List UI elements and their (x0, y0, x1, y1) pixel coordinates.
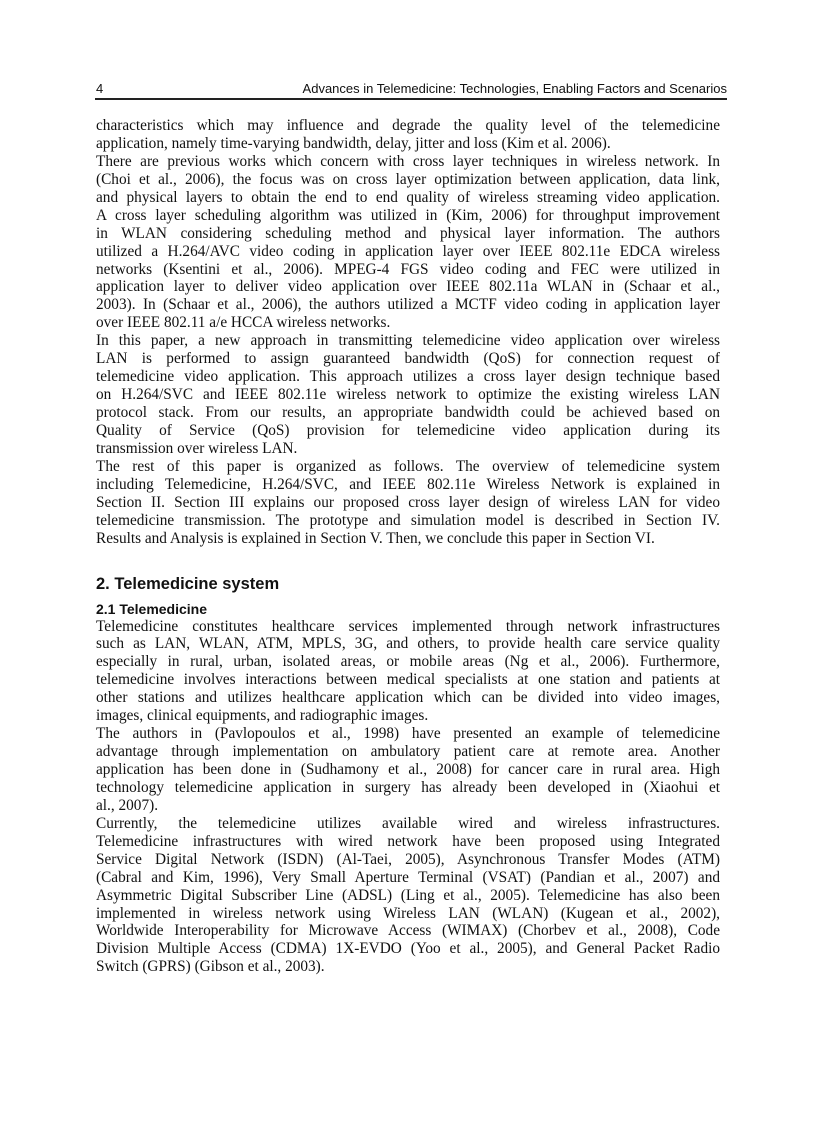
text-line: Division Multiple Access (CDMA) 1X-EVDO (Yoo et al., 2005), and General Packet Radio (96, 940, 720, 958)
paragraph (96, 815, 720, 976)
text-line: Section II. Section III explains our proposed cross layer design of wireless LAN for video (96, 493, 720, 511)
text-line: application layer to deliver video application over IEEE 802.11a WLAN in (Schaar et al., (96, 278, 720, 296)
page-body (96, 117, 720, 976)
paragraph (96, 117, 720, 153)
telemedicine-section (96, 618, 720, 977)
text-line: Telemedicine infrastructures with wired network have been proposed using Integrated (96, 832, 720, 850)
text-line: over IEEE 802.11 a/e HCCA wireless networks. (96, 314, 391, 332)
intro-section (96, 117, 720, 548)
text-line: Currently, the telemedicine utilizes available wired and wireless infrastructures. (96, 814, 720, 832)
text-line: (Cabral and Kim, 1996), Very Small Aperture Terminal (VSAT) (Pandian et al., 2007) and (96, 868, 720, 886)
paragraph (96, 153, 720, 332)
section-heading: 2. Telemedicine system (96, 574, 280, 593)
text-line: protocol stack. From our results, an appropriate bandwidth could be achieved based on (96, 404, 720, 421)
text-line: In this paper, a new approach in transmitting telemedicine video application over wireless (96, 332, 720, 350)
text-line: and physical layers to obtain the end to end quality of wireless streaming video application. (96, 188, 720, 206)
page-number: 4 (96, 81, 104, 96)
paragraph (96, 618, 720, 726)
text-line: transmission over wireless LAN. (96, 439, 298, 457)
text-line: The rest of this paper is organized as follows. The overview of telemedicine system (96, 457, 720, 475)
text-line: telemedicine transmission. The prototype and simulation model is described in Section IV. (96, 511, 720, 529)
text-line: 2003). In (Schaar et al., 2006), the authors utilized a MCTF video coding in application layer (96, 296, 720, 314)
text-line: such as LAN, WLAN, ATM, MPLS, 3G, and others, to provide health care service quality (96, 635, 720, 653)
text-line: (Choi et al., 2006), the focus was on cross layer optimization between application, data link, (96, 170, 720, 188)
text-line: al., 2007). (96, 796, 159, 814)
text-line: Results and Analysis is explained in Section V. Then, we conclude this paper in Section VI. (96, 529, 655, 547)
text-line: The authors in (Pavlopoulos et al., 1998) have presented an example of telemedicine (96, 725, 720, 743)
text-line: LAN is performed to assign guaranteed bandwidth (QoS) for connection request of (96, 350, 720, 368)
text-line: in WLAN considering scheduling method and physical layer information. The authors (96, 224, 720, 242)
subsection-heading: 2.1 Telemedicine (96, 600, 208, 617)
text-line: A cross layer scheduling algorithm was utilized in (Kim, 2006) for throughput improvement (96, 206, 720, 224)
paragraph (96, 332, 720, 458)
text-line: telemedicine involves interactions between medical specialists at one station and patients at (96, 671, 720, 689)
text-line: application, namely time-varying bandwidth, delay, jitter and loss (Kim et al. 2006). (96, 134, 611, 152)
running-title: Advances in Telemedicine: Technologies, Enabling Factors and Scenarios (302, 81, 727, 96)
text-line: There are previous works which concern with cross layer techniques in wireless network. In (96, 152, 720, 170)
text-line: Quality of Service (QoS) provision for telemedicine video application during its (96, 421, 720, 439)
text-line: utilized a H.264/AVC video coding in application layer over IEEE 802.11e EDCA wireless (96, 242, 720, 260)
text-line: telemedicine video application. This approach utilizes a cross layer design technique based (96, 368, 720, 386)
text-line: networks (Ksentini et al., 2006). MPEG-4 FGS video coding and FEC were utilized in (96, 260, 720, 278)
text-line: Telemedicine constitutes healthcare services implemented through network infrastructures (96, 617, 720, 635)
text-line: implemented in wireless network using Wireless LAN (WLAN) (Kugean et al., 2002), (96, 904, 720, 922)
text-line: especially in rural, urban, isolated areas, or mobile areas (Ng et al., 2006). Furthermore, (96, 653, 720, 671)
text-line: Worldwide Interoperability for Microwave Access (WIMAX) (Chorbev et al., 2008), Code (96, 922, 720, 940)
text-line: Asymmetric Digital Subscriber Line (ADSL) (Ling et al., 2005). Telemedicine has also been (96, 886, 720, 904)
text-line: technology telemedicine application in surgery has already been developed in (Xiaohui et (96, 778, 720, 796)
paragraph (96, 725, 720, 815)
text-line: Switch (GPRS) (Gibson et al., 2003). (96, 958, 325, 976)
text-line: advantage through implementation on ambulatory patient care at remote area. Another (96, 743, 720, 761)
text-line: images, clinical equipments, and radiographic images. (96, 707, 429, 725)
paragraph (96, 458, 720, 548)
text-line: on H.264/SVC and IEEE 802.11e wireless network to optimize the existing wireless LAN (96, 386, 720, 404)
text-line: application has been done in (Sudhamony et al., 2008) for cancer care in rural area. High (96, 761, 720, 778)
running-header (95, 80, 727, 100)
text-line: including Telemedicine, H.264/SVC, and IEEE 802.11e Wireless Network is explained in (96, 475, 720, 493)
text-line: characteristics which may influence and degrade the quality level of the telemedicine (96, 117, 720, 134)
text-line: other stations and utilizes healthcare application which can be divided into video images, (96, 689, 720, 707)
text-line: Service Digital Network (ISDN) (Al-Taei, 2005), Asynchronous Transfer Modes (ATM) (96, 850, 720, 868)
